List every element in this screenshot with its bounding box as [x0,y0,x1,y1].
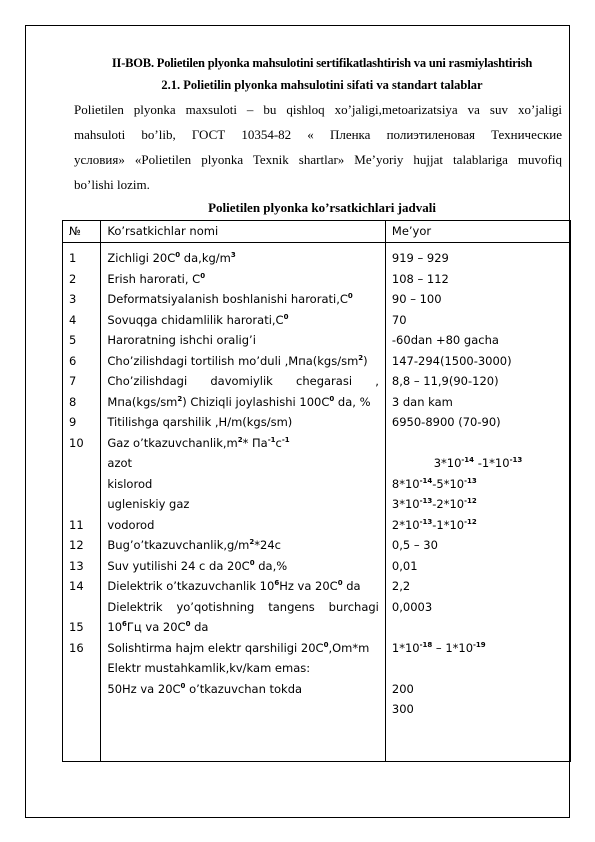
norm-value: $1*10^{-18} - 1*10^{-19}$ [391,640,486,655]
norm-value: 0,5 – 30 [391,538,438,552]
indicator-name: $Мпа(kgs/sm^2)$ Chiziqli joylashishi $100C^0$ da, % [107,394,371,409]
table-body-row [63,243,571,762]
norm-value: 6950-8900 (70-90) [391,415,501,429]
intro-line: Polietilen plyonka maxsuloti – bu qishloq xo’jaligi,metoarizatsiya va suv xo’jaligi [74,102,562,117]
norm-value: $3*10^{-14}$ $-1*10^{-13}$ [433,456,523,470]
indicator-name: Cho’zilishdagi davomiylik chegarasi , [107,374,379,388]
norm-value: 147-294(1500-3000) [391,353,512,368]
section-heading: 2.1. Polietilin plyonka mahsulotini sifati va standart talablar [161,78,483,92]
row-number: 12 [69,538,84,552]
norm-value [392,433,564,454]
norm-value: 70 [391,312,407,327]
indicator-name: $Bug’o’tkazuvchanlik,g/m^2*24c$ [107,538,281,552]
norm-value [392,658,564,679]
indicator-column [101,243,386,762]
indicator-name: Dielektrik yo’qotishning tangens burchagi [107,599,379,614]
row-number: 14 [69,579,84,593]
indicator-name: Haroratning ishchi oralig’i [107,333,256,347]
row-number: 11 [69,517,84,532]
norm-value: 200 [391,681,414,696]
header-indicator: Ko’rsatkichlar nomi [101,221,386,243]
document-body [74,52,570,219]
row-number: 2 [69,271,77,286]
row-number [69,453,94,474]
indicator-name: Cho’zilishdagi tortilish mo’duli $,Мпа(kgs/sm^2)$ [107,353,368,368]
intro-line: mahsuloti bo’lib, ГОСТ 10354-82 « Пленка полиэтиленовая Технические [74,127,562,142]
indicator-name: vodorod [107,517,155,532]
indicator-name: ugleniskiy gaz [107,497,190,511]
chapter-heading: II-BOB. Polietilen plyonka mahsulotini sertifikatlashtirish va uni rasmiylashtirish [111,56,533,70]
row-number: 9 [69,415,77,429]
norm-value: 90 – 100 [391,292,442,306]
norm-value: 919 – 929 [391,251,449,265]
indicator-name: Gaz $o’tkazuvchanlik,m^2*$ $Па^{-1}c^{-1}$ [107,435,290,450]
row-number: 4 [69,312,77,327]
norm-value: 300 [391,702,414,716]
row-number: 16 [69,640,84,655]
indicator-name: Elektr mustahkamlik,kv/kam emas: [107,661,311,675]
norm-value: 2,2 [391,579,411,593]
row-number: 3 [69,292,77,306]
norm-value: 108 – 112 [391,271,449,286]
row-number: 1 [69,251,77,265]
row-number: 8 [69,394,77,409]
row-number: 6 [69,353,77,368]
row-number [69,597,94,618]
norm-value [392,617,564,638]
row-number: 7 [69,374,77,388]
indicator-name: Sovuqga chidamlilik $harorati,C^0$ [107,312,289,327]
intro-paragraph [74,97,562,197]
norm-column [385,243,570,762]
table-caption: Polietilen plyonka ko’rsatkichlari jadvali [208,200,436,215]
intro-line: условия» «Polietilen plyonka Texnik shartlar» Me’yoriy hujjat talablariga muvofiq [74,152,562,167]
number-column [63,243,101,762]
indicator-name: Erish harorati, $C^0$ [107,271,206,286]
norm-value: $2*10^{-13}-1*10^{-12}$ [391,517,477,532]
row-number: 10 [69,435,84,450]
norm-value: $3*10^{-13}-2*10^{-12}$ [391,497,477,511]
row-number: 5 [69,333,77,347]
indicator-name: Dielektrik o’tkazuvchanlik $10^6Hz$ va $20C^0$ da [107,579,361,593]
indicator-name: $10^6Гц$ va $20C^0$ da [107,620,209,634]
header-norm: Me’yor [385,221,570,243]
indicator-name: 50Hz va $20C^0$ o’tkazuvchan tokda [107,681,303,696]
indicator-name: Zichligi $20C^0$ $da,kg/m^3$ [107,251,236,265]
properties-table [62,220,571,762]
indicator-name: Suv yutilishi 24 c da $20C^0$ da,% [107,558,288,573]
header-number: № [63,221,101,243]
row-number: 13 [69,558,84,573]
row-number: 15 [69,620,84,634]
norm-value: 3 dan kam [391,394,453,409]
norm-value: 0,0003 [391,599,433,614]
norm-value: $8*10^{-14}-5*10^{-13}$ [391,476,477,491]
indicator-name: azot [107,456,133,470]
norm-value: -60dan +80 gacha [391,333,499,347]
indicator-name: Solishtirma hajm elektr qarshiligi $20C^0,Om*m$ [107,640,370,655]
table-header-row [63,221,571,243]
indicator-name: Titilishga qarshilik ,H/m(kgs/sm) [107,415,293,429]
row-number [69,474,94,495]
indicator-name: kislorod [107,476,153,491]
indicator-name: Deformatsiyalanish boshlanishi $harorati,C^0$ [107,292,353,306]
row-number [69,494,94,515]
norm-value: 0,01 [391,558,418,573]
norm-value: 8,8 – 11,9(90-120) [391,374,499,388]
intro-line: bo’lishi lozim. [74,177,150,192]
